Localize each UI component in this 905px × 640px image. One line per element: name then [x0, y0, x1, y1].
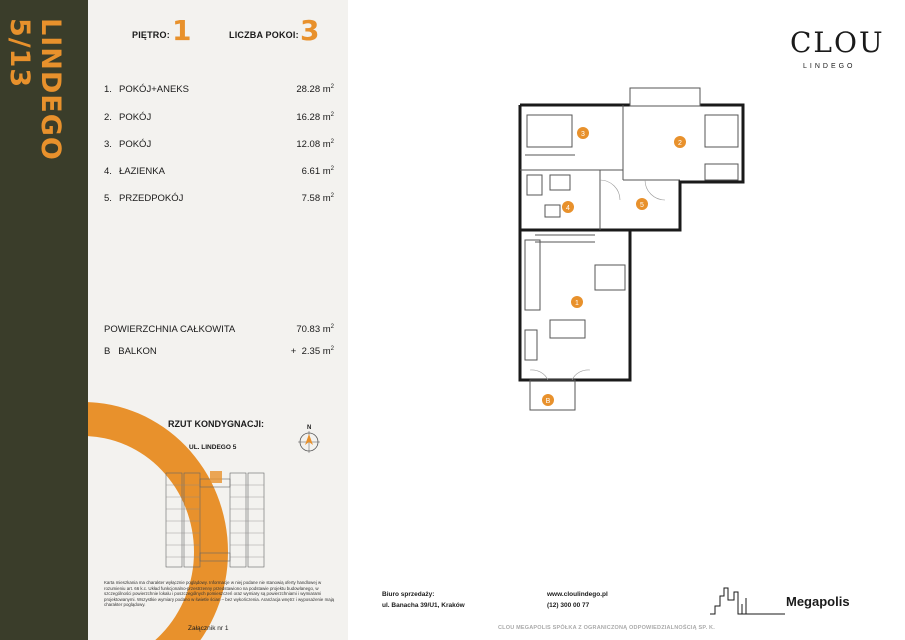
website-link[interactable]: www.cloulindego.pl: [547, 591, 608, 598]
room-marker: 3: [581, 131, 585, 138]
room-name: PRZEDPOKÓJ: [119, 193, 184, 204]
compass-icon: [298, 431, 320, 453]
rooms-count-value: 3: [300, 14, 320, 47]
floor-plan-heading: RZUT KONDYGNACJI:: [168, 419, 264, 429]
room-number: 1.: [104, 84, 112, 95]
room-row: [104, 139, 334, 153]
total-area-label: POWIERZCHNIA CAŁKOWITA: [104, 324, 236, 335]
building-key-plan: [160, 465, 310, 575]
room-name: POKÓJ: [119, 139, 152, 150]
sales-office-address: ul. Banacha 39/U1, Kraków: [382, 602, 465, 609]
sales-office-label: Biuro sprzedaży:: [382, 591, 435, 598]
room-name: POKÓJ+ANEKS: [119, 84, 189, 95]
clou-logo: CLOU: [790, 26, 885, 59]
room-number: 5.: [104, 193, 112, 204]
floor-value: 1: [172, 14, 192, 47]
apartment-floor-plan: [505, 80, 755, 420]
room-row: [104, 166, 334, 180]
megapolis-logo: Megapolis: [786, 594, 850, 609]
left-band: [0, 0, 88, 640]
north-label: N: [307, 425, 312, 431]
total-area-row: [104, 324, 334, 338]
clou-logo-subtitle: LINDEGO: [803, 63, 856, 70]
room-row: [104, 84, 334, 98]
room-area: 7.58 $m^2$: [301, 193, 334, 205]
floor-label: PIĘTRO:: [132, 30, 170, 40]
room-markers: [542, 127, 686, 406]
room-row: [104, 112, 334, 126]
room-marker: 2: [678, 140, 682, 147]
annex-label: Załącznik nr 1: [188, 625, 229, 632]
room-area: 28.28 $m^2$: [296, 84, 334, 96]
phone-number[interactable]: (12) 300 00 77: [547, 602, 590, 609]
room-area: 12.08 $m^2$: [296, 139, 334, 151]
balcony-label: B BALKON: [104, 346, 157, 357]
room-marker: 1: [575, 300, 579, 307]
room-name: ŁAZIENKA: [119, 166, 165, 177]
room-row: [104, 193, 334, 207]
balcony-row: [104, 346, 334, 360]
rooms-count-label: LICZBA POKOI:: [229, 30, 299, 40]
room-marker: 4: [566, 205, 570, 212]
street-label: UL. LINDEGO 5: [189, 444, 237, 451]
room-area: 6.61 $m^2$: [301, 166, 334, 178]
room-number: 4.: [104, 166, 112, 177]
room-marker: B: [545, 398, 551, 405]
building-title: LINDEGO 5/13: [4, 18, 66, 161]
footer-company: CLOU MEGAPOLIS SPÓŁKA Z OGRANICZONĄ ODPOWIEDZIALNOŚCIĄ SP. K.: [498, 625, 715, 631]
disclaimer-text: Karta mieszkania ma charakter wyłącznie poglądowy. Informacje w niej podane nie stanowią oferty handlowej w rozumieniu art. 66 k.c. Układ funkcjonalno-przestrzenny przedstawiono na podstawie projektu budowlanego, w szczególności powierzchnie lokalu i poszczególnych pomieszczeń oraz wymiary są powierzchniami i wymiarami projektowanymi. Wszystkie wymiary podano w świetle ścian – bez wykończenia. Aranżacja wnętrz i wyposażenie mają charakter poglądowy.: [104, 580, 335, 608]
megapolis-skyline-icon: [710, 586, 785, 616]
room-marker: 5: [640, 202, 644, 209]
total-area-value: 70.83 $m^2$: [296, 324, 334, 336]
room-number: 2.: [104, 112, 112, 123]
balcony-area: + 2.35 $m^2$: [290, 346, 334, 358]
room-area: 16.28 $m^2$: [296, 112, 334, 124]
room-name: POKÓJ: [119, 112, 152, 123]
room-number: 3.: [104, 139, 112, 150]
